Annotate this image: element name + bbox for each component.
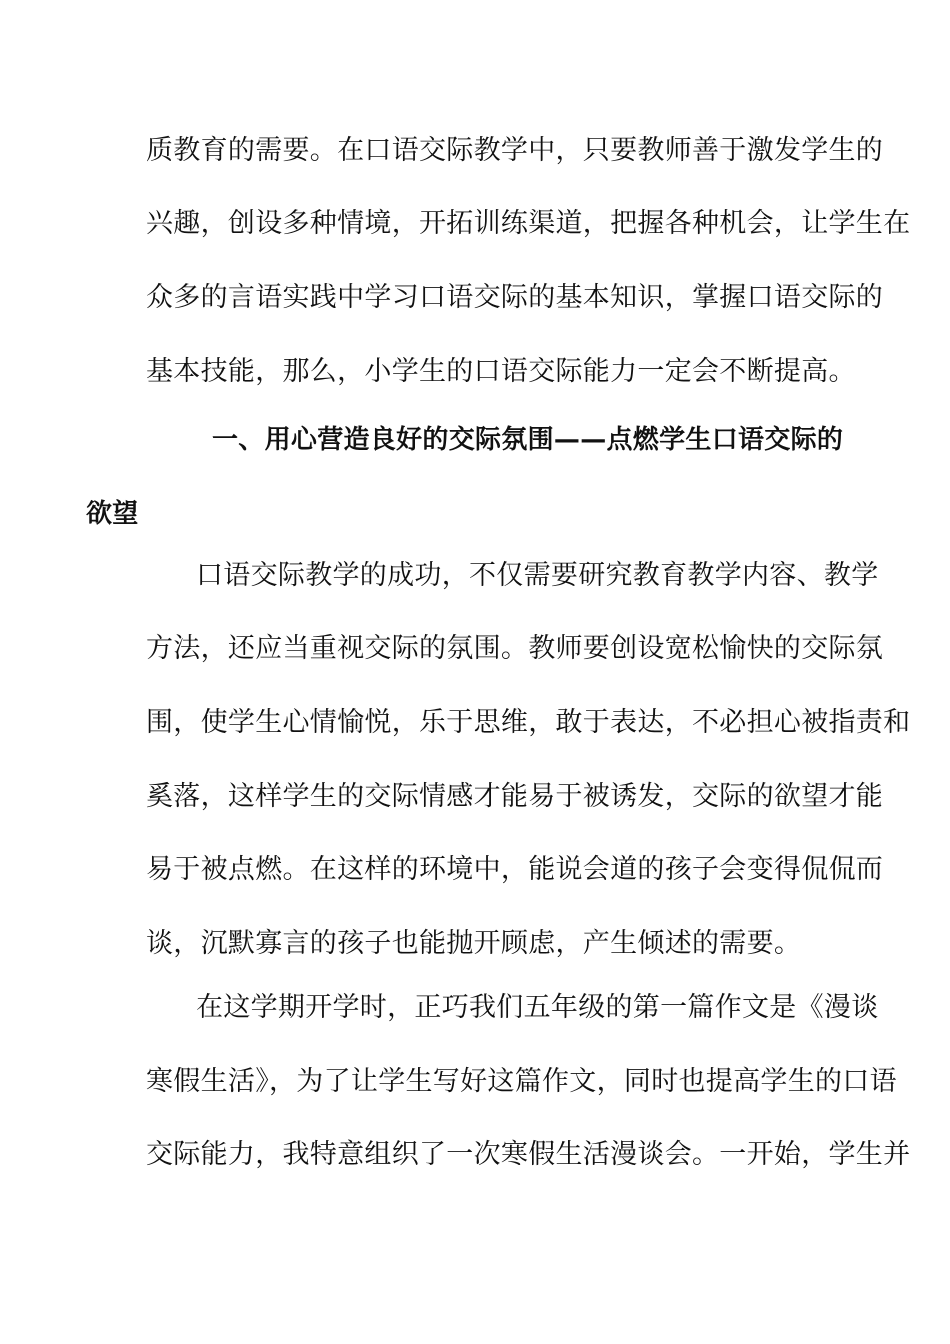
paragraph-first-line: 口语交际教学的成功，不仅需要研究教育教学内容、教学 [196,560,879,591]
body-text-line: 奚落，这样学生的交际情感才能易于被诱发，交际的欲望才能 [146,781,884,812]
body-text-line: 围，使学生心情愉悦，乐于思维，敢于表达，不必担心被指责和 [146,707,911,738]
body-text-line: 方法，还应当重视交际的氛围。教师要创设宽松愉快的交际氛 [146,633,884,664]
body-text-line: 谈，沉默寡言的孩子也能抛开顾虑，产生倾述的需要。 [146,928,802,959]
body-text-line: 易于被点燃。在这样的环境中，能说会道的孩子会变得侃侃而 [146,854,884,885]
body-text-line: 寒假生活》，为了让学生写好这篇作文，同时也提高学生的口语 [146,1066,897,1097]
body-text-line: 基本技能，那么，小学生的口语交际能力一定会不断提高。 [146,356,856,387]
section-heading-continuation: 欲望 [86,499,139,529]
paragraph-first-line: 在这学期开学时，正巧我们五年级的第一篇作文是《漫谈 [196,992,879,1023]
body-text-line: 众多的言语实践中学习口语交际的基本知识，掌握口语交际的 [146,282,884,313]
section-heading: 一、用心营造良好的交际氛围——点燃学生口语交际的 [212,425,844,455]
body-text-line: 交际能力，我特意组织了一次寒假生活漫谈会。一开始，学生并 [146,1139,911,1170]
body-text-line: 质教育的需要。在口语交际教学中，只要教师善于激发学生的 [146,135,884,166]
body-text-line: 兴趣，创设多种情境，开拓训练渠道，把握各种机会，让学生在 [146,208,911,239]
